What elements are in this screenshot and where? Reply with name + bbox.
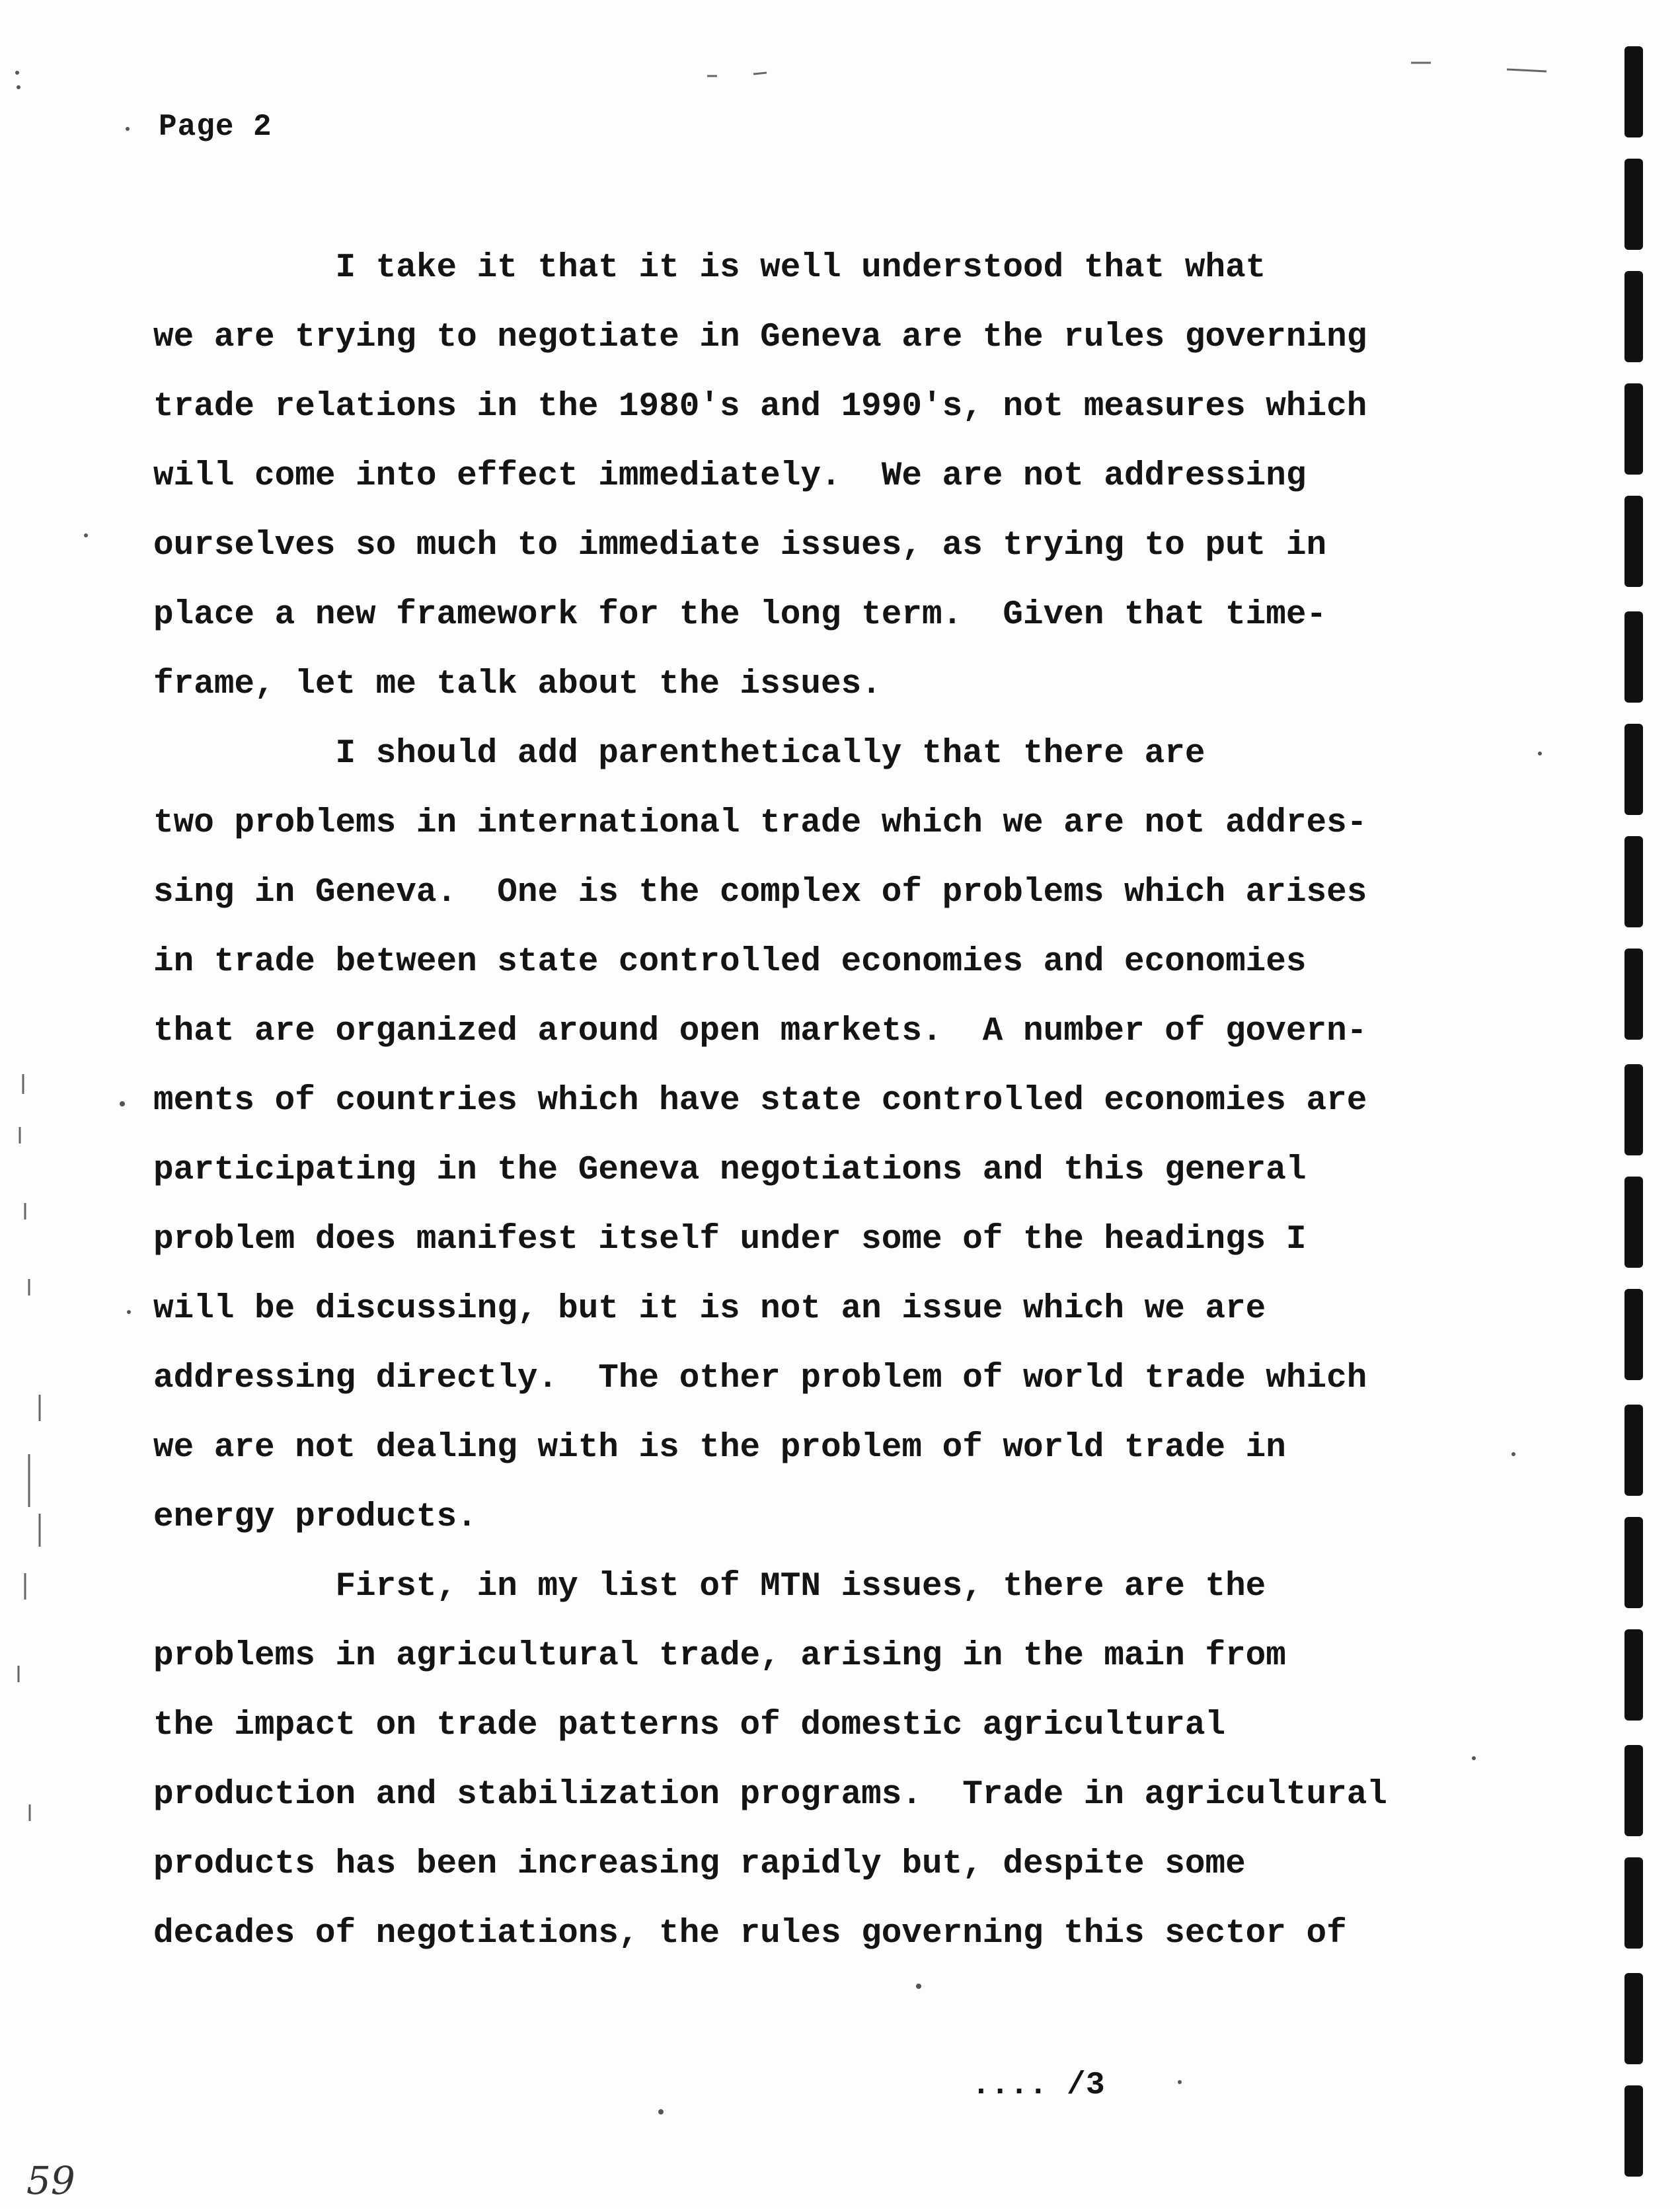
body-line: will come into effect immediately. We are not addressing xyxy=(153,457,1307,495)
body-line: frame, let me talk about the issues. xyxy=(153,666,882,703)
page-number-label: Page 2 xyxy=(159,110,272,144)
body-line: ourselves so much to immediate issues, as trying to put in xyxy=(153,527,1327,564)
body-line: participating in the Geneva negotiations and this general xyxy=(153,1151,1307,1189)
body-line: problem does manifest itself under some of the headings I xyxy=(153,1221,1307,1259)
handwritten-page-mark: 59 xyxy=(26,2158,75,2203)
body-line: decades of negotiations, the rules governing this sector of xyxy=(153,1915,1347,1953)
body-line: I take it that it is well understood that what xyxy=(153,249,1266,287)
body-line: that are organized around open markets. A number of govern- xyxy=(153,1013,1367,1050)
body-line: two problems in international trade which we are not addres- xyxy=(153,804,1367,842)
body-line: energy products. xyxy=(153,1498,477,1536)
body-line: place a new framework for the long term. Given that time- xyxy=(153,596,1327,634)
body-line: I should add parenthetically that there are xyxy=(153,735,1205,773)
body-line: problems in agricultural trade, arising in the main from xyxy=(153,1637,1286,1675)
body-line: addressing directly. The other problem of world trade which xyxy=(153,1360,1367,1397)
body-line: trade relations in the 1980's and 1990's, not measures which xyxy=(153,388,1367,426)
body-line: in trade between state controlled economies and economies xyxy=(153,943,1307,981)
body-line: ments of countries which have state controlled economies are xyxy=(153,1082,1367,1120)
body-line: we are trying to negotiate in Geneva are the rules governing xyxy=(153,319,1367,356)
body-line: we are not dealing with is the problem of world trade in xyxy=(153,1429,1286,1467)
body-line: sing in Geneva. One is the complex of problems which arises xyxy=(153,874,1367,911)
continuation-marker: .... /3 xyxy=(972,2068,1105,2103)
body-line: will be discussing, but it is not an issue which we are xyxy=(153,1290,1266,1328)
body-line: production and stabilization programs. Trade in agricultural xyxy=(153,1776,1387,1814)
body-line: First, in my list of MTN issues, there are the xyxy=(153,1568,1266,1606)
body-line: the impact on trade patterns of domestic agricultural xyxy=(153,1707,1226,1744)
body-line: products has been increasing rapidly but, despite some xyxy=(153,1845,1246,1883)
